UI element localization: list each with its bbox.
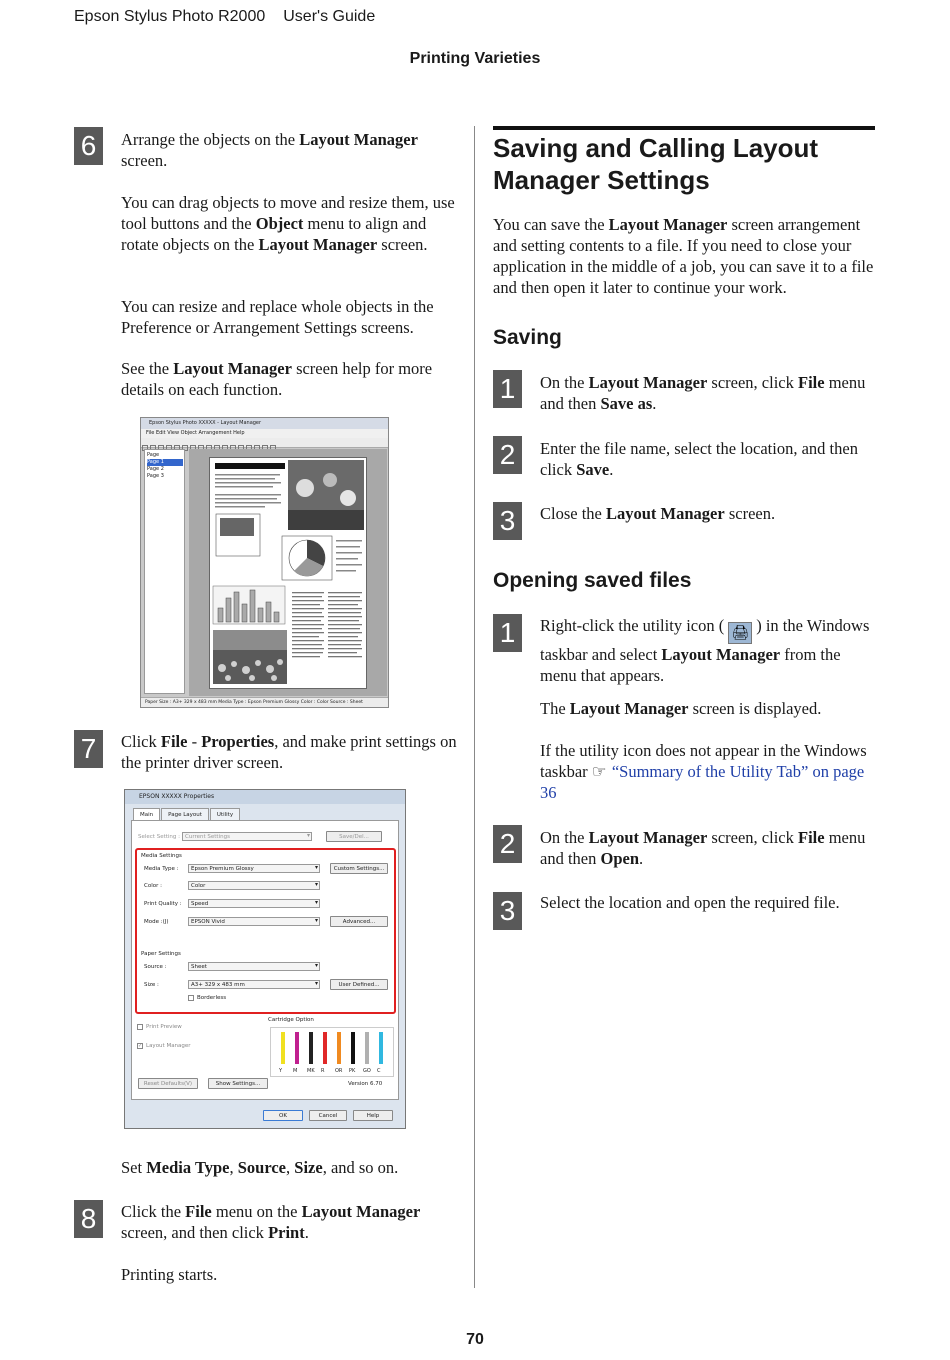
- intro-paragraph: You can save the Layout Manager screen arrangement and setting contents to a file. If you need to close your application in the middle of a job, you can save it to a file and then open it later to continue your work.: [493, 215, 874, 297]
- opening-step-1: Right-click the utility icon ( 🖨 ) in the Windows taskbar and select Layout Manager from the menu that appears.: [540, 616, 870, 685]
- step6-paragraph-4: See the Layout Manager screen help for more details on each function.: [121, 359, 433, 399]
- page-content-graphic: [210, 458, 368, 690]
- saving-step-3: Close the Layout Manager screen.: [540, 504, 776, 523]
- page-item: Page 1: [147, 459, 183, 466]
- window-title: EPSON XXXXX Properties: [125, 790, 405, 804]
- mode-row: Mode :(J) EPSON Vivid ▾ Advanced...: [144, 916, 388, 927]
- ink-level-bar: [379, 1032, 383, 1064]
- ink-label: R: [321, 1068, 325, 1074]
- ink-level-bar: [337, 1032, 341, 1064]
- utility-tab-link[interactable]: “Summary of the Utility Tab” on page 36: [540, 762, 865, 802]
- step6-paragraph-3: You can resize and replace whole objects in the Preference or Arrangement Settings screens.: [121, 297, 434, 337]
- layout-manager-row: ✓ Layout Manager: [138, 1043, 191, 1049]
- layout-page: [209, 457, 367, 689]
- ink-level-bar: [309, 1032, 313, 1064]
- media-settings-label: Media Settings: [141, 853, 182, 859]
- ink-label: Y: [279, 1068, 283, 1074]
- highlight-box: [135, 848, 396, 1014]
- saving-step-2: Enter the file name, select the location, and then click Save.: [540, 439, 858, 479]
- select-setting-row: Select Setting : Current Settings ▾ Save/Del...: [138, 831, 382, 842]
- size-row: Size : A3+ 329 x 483 mm ▾ User Defined...: [144, 979, 388, 990]
- step-number: 8: [74, 1200, 103, 1238]
- ink-level-bar: [365, 1032, 369, 1064]
- reference-hand-icon: ☞: [591, 762, 612, 781]
- step8-paragraph-2: Printing starts.: [121, 1265, 218, 1284]
- borderless-row: Borderless: [188, 995, 226, 1001]
- page-item: Page 2: [147, 466, 164, 472]
- step-number: 1: [493, 370, 522, 408]
- toolbar: [141, 438, 388, 448]
- guide-name: User's Guide: [283, 8, 376, 25]
- step-number: 2: [493, 825, 522, 863]
- step-number: 7: [74, 730, 103, 768]
- layout-manager-screenshot: [140, 417, 389, 708]
- tab-main: Main: [133, 808, 160, 820]
- column-divider: [474, 126, 475, 1288]
- ink-level-bar: [281, 1032, 285, 1064]
- opening-step-1-result: The Layout Manager screen is displayed.: [540, 699, 822, 718]
- ink-label: PK: [349, 1068, 356, 1074]
- checkbox-icon: [137, 1024, 143, 1030]
- step-number: 6: [74, 127, 103, 165]
- saving-heading: Saving: [493, 326, 562, 349]
- step6-paragraph-2: You can drag objects to move and resize them, use tool buttons and the Object menu to align and rotate objects on the Layout Manager screen.: [121, 193, 455, 254]
- media-type-row: Media Type : Epson Premium Glossy ▾ Custom Settings...: [144, 863, 388, 874]
- saving-step-1: On the Layout Manager screen, click File menu and then Save as.: [540, 373, 866, 413]
- layout-canvas: [189, 449, 387, 696]
- bottom-row: Reset Defaults(V) Show Settings... Version 6.70: [138, 1078, 382, 1089]
- opening-step-2: On the Layout Manager screen, click File menu and then Open.: [540, 828, 866, 868]
- cancel-button: Cancel: [309, 1110, 347, 1121]
- ink-cartridge-levels: [270, 1027, 394, 1077]
- print-preview-row: Print Preview: [137, 1024, 182, 1030]
- tab-page-layout: Page Layout: [161, 808, 209, 820]
- opening-heading: Opening saved files: [493, 569, 692, 592]
- color-row: Color : Color ▾: [144, 881, 320, 890]
- step6-paragraph-1: Arrange the objects on the Layout Manager screen.: [121, 130, 418, 170]
- opening-step-3: Select the location and open the required file.: [540, 893, 840, 912]
- section-title: Saving and Calling Layout Manager Settings: [493, 126, 875, 196]
- step8-paragraph-1: Click the File menu on the Layout Manager screen, and then click Print.: [121, 1202, 421, 1242]
- step7-paragraph-1: Click File - Properties, and make print settings on the printer driver screen.: [121, 732, 457, 772]
- dialog-buttons: [263, 1110, 393, 1121]
- ok-button: OK: [263, 1110, 303, 1121]
- ink-level-bar: [295, 1032, 299, 1064]
- step-number: 1: [493, 614, 522, 652]
- ink-label: C: [377, 1068, 381, 1074]
- step-number: 3: [493, 502, 522, 540]
- ink-level-bar: [351, 1032, 355, 1064]
- window-title: Epson Stylus Photo XXXXX - Layout Manager: [141, 418, 388, 429]
- ink-label: OR: [335, 1068, 343, 1074]
- step-number: 2: [493, 436, 522, 474]
- tab-utility: Utility: [210, 808, 240, 820]
- ink-label: GO: [363, 1068, 371, 1074]
- ink-label: MK: [307, 1068, 315, 1074]
- printer-properties-screenshot: [124, 789, 406, 1129]
- opening-step-1-note: If the utility icon does not appear in the Windows taskbar ☞ “Summary of the Utility Tab” on page 36: [540, 741, 867, 802]
- help-button: Help: [353, 1110, 393, 1121]
- page-list-pane: Page Page 1 Page 2 Page 3: [144, 449, 185, 694]
- utility-icon: 🖨: [728, 622, 752, 644]
- running-header: [74, 8, 375, 26]
- print-quality-row: Print Quality : Speed ▾: [144, 899, 320, 908]
- product-name: Epson Stylus Photo R2000: [74, 8, 266, 25]
- step7-paragraph-2: Set Media Type, Source, Size, and so on.: [121, 1158, 399, 1177]
- paper-settings-label: Paper Settings: [141, 951, 181, 957]
- menu-bar: File Edit View Object Arrangement Help: [141, 429, 388, 438]
- page-item: Page 3: [147, 473, 164, 479]
- ink-level-bar: [323, 1032, 327, 1064]
- step-number: 3: [493, 892, 522, 930]
- section-header: Printing Varieties: [409, 50, 541, 67]
- page-number: 70: [466, 1331, 484, 1348]
- source-row: Source : Sheet ▾: [144, 962, 320, 971]
- tab-bar: [133, 808, 241, 820]
- status-bar: Paper Size : A3+ 329 x 483 mm Media Type : Epson Premium Glossy Color : Color Source : Sheet: [141, 697, 388, 707]
- cartridge-option-label: Cartridge Option: [268, 1017, 314, 1023]
- ink-label: M: [293, 1068, 298, 1074]
- checkbox-checked-icon: ✓: [138, 1043, 143, 1049]
